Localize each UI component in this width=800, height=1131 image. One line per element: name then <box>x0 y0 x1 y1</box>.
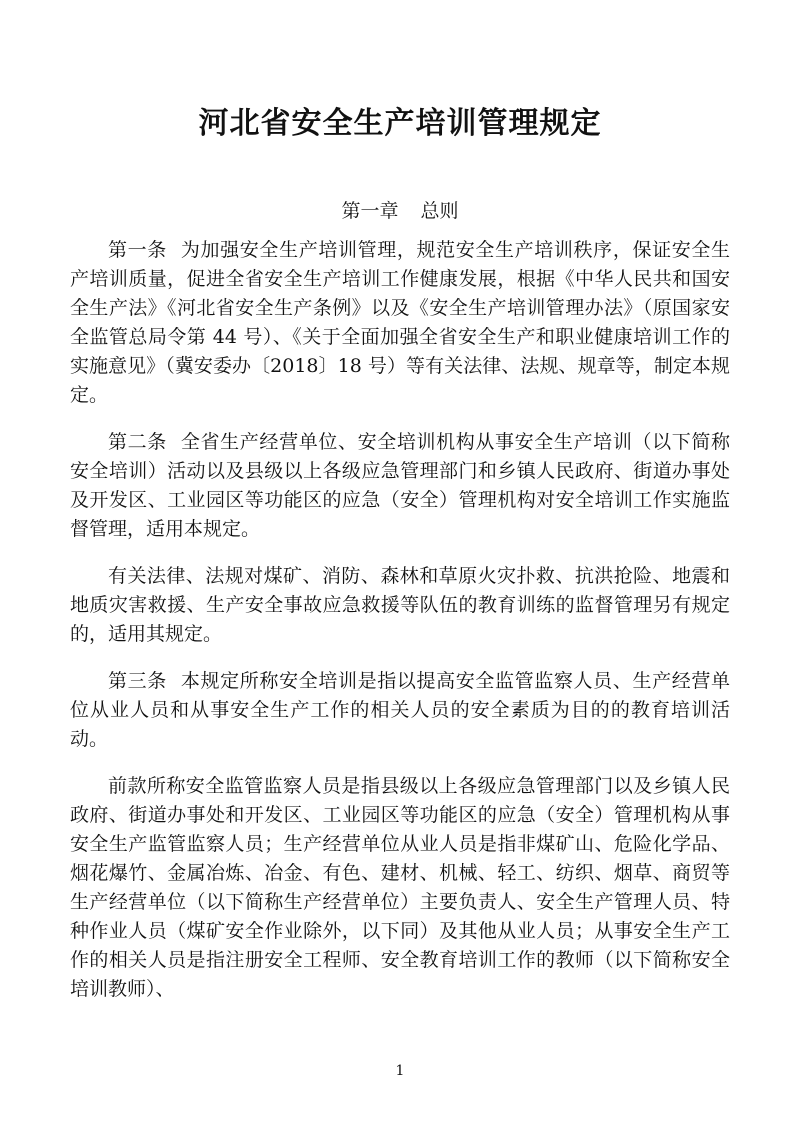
document-body <box>70 236 730 1022</box>
chapter-name: 总则 <box>420 200 459 222</box>
page-number: 1 <box>395 1063 405 1079</box>
paragraph <box>70 667 730 754</box>
document-title: 河北省安全生产培训管理规定 <box>198 106 602 141</box>
paragraph-text: 全省生产经营单位、安全培训机构从事安全生产培训（以下简称安全培训）活动以及县级以上各级应急管理部门和乡镇人民政府、街道办事处及开发区、工业园区等功能区的应急（安全）管理机构对安全培训工作实施监督管理，适用本规定。 <box>70 431 730 540</box>
chapter-heading <box>0 196 800 223</box>
paragraph <box>70 236 730 410</box>
article-number: 第三条 <box>108 670 167 692</box>
article-number: 第一条 <box>108 239 167 261</box>
paragraph <box>70 772 730 1004</box>
chapter-number: 第一章 <box>341 200 399 222</box>
article-number: 第二条 <box>108 431 167 453</box>
paragraph-text: 前款所称安全监管监察人员是指县级以上各级应急管理部门以及乡镇人民政府、街道办事处和开发区、工业园区等功能区的应急（安全）管理机构从事安全生产监管监察人员；生产经营单位从业人员是指非煤矿山、危险化学品、烟花爆竹、金属冶炼、冶金、有色、建材、机械、轻工、纺织、烟草、商贸等生产经营单位（以下简称生产经营单位）主要负责人、安全生产管理人员、特种作业人员（煤矿安全作业除外，以下同）及其他从业人员；从事安全生产工作的相关人员是指注册安全工程师、安全教育培训工作的教师（以下简称安全培训教师）、 <box>70 775 730 1000</box>
paragraph <box>70 428 730 544</box>
paragraph <box>70 562 730 649</box>
paragraph-text: 为加强安全生产培训管理，规范安全生产培训秩序，保证安全生产培训质量，促进全省安全生产培训工作健康发展，根据《中华人民共和国安全生产法》《河北省安全生产条例》以及《安全生产培训管理办法》（原国家安全监管总局令第 44 号）、《关于全面加强全省安全生产和职业健康培训工作的实施意见》（冀安委办〔2018〕18 号）等有关法律、法规、规章等，制定本规定。 <box>70 239 730 406</box>
paragraph-text: 有关法律、法规对煤矿、消防、森林和草原火灾扑救、抗洪抢险、地震和地质灾害救援、生产安全事故应急救援等队伍的教育训练的监督管理另有规定的，适用其规定。 <box>70 565 730 645</box>
paragraph-text: 本规定所称安全培训是指以提高安全监管监察人员、生产经营单位从业人员和从事安全生产工作的相关人员的安全素质为目的的教育培训活动。 <box>70 670 730 750</box>
